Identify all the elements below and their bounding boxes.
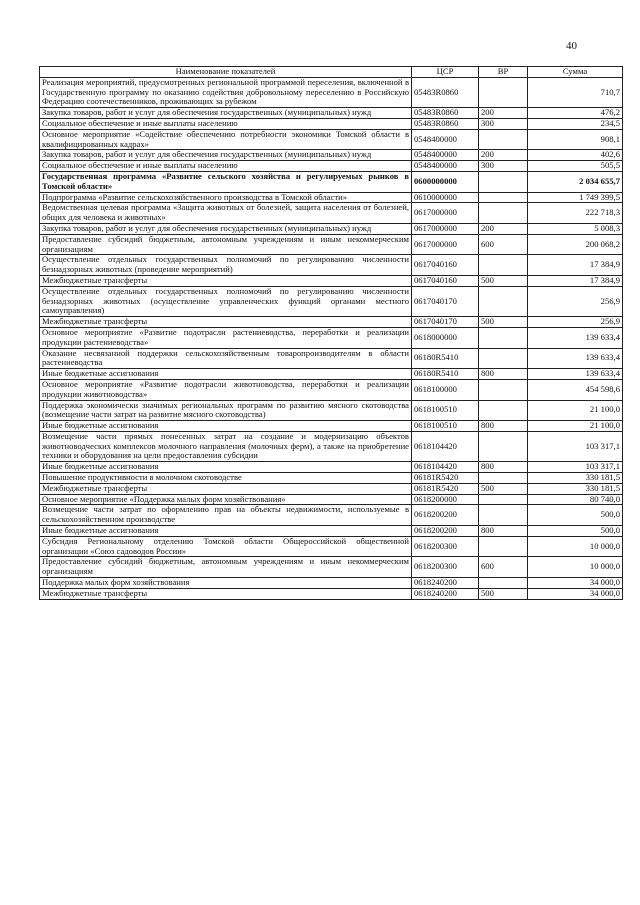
table-row <box>40 379 623 400</box>
row-vr-cell <box>479 171 528 192</box>
row-sum-cell: 330 181,5 <box>528 473 623 484</box>
row-sum-cell: 139 633,4 <box>528 369 623 380</box>
column-header-name: Наименование показателей <box>40 67 412 78</box>
row-sum-cell: 10 000,0 <box>528 557 623 578</box>
row-vr-cell <box>479 77 528 107</box>
row-name-cell: Основное мероприятие «Поддержка малых форм хозяйствования» <box>40 494 412 505</box>
table-row <box>40 421 623 432</box>
row-csr-cell: 0617000000 <box>412 223 479 234</box>
table-row <box>40 150 623 161</box>
column-header-sum: Сумма <box>528 67 623 78</box>
row-csr-cell: 0618104420 <box>412 462 479 473</box>
table-row <box>40 77 623 107</box>
row-vr-cell <box>479 286 528 316</box>
row-csr-cell: 0617040170 <box>412 317 479 328</box>
table-row <box>40 171 623 192</box>
column-header-csr: ЦСР <box>412 67 479 78</box>
row-name-cell: Субсидия Региональному отделению Томской области Общероссийской общественной организации «Союз садоводов России» <box>40 536 412 557</box>
row-vr-cell <box>479 431 528 461</box>
row-sum-cell: 402,6 <box>528 150 623 161</box>
table-row <box>40 203 623 224</box>
row-vr-cell <box>479 327 528 348</box>
row-sum-cell: 103 317,1 <box>528 431 623 461</box>
table-row <box>40 275 623 286</box>
table-row <box>40 588 623 599</box>
row-csr-cell: 06181R5420 <box>412 483 479 494</box>
row-vr-cell <box>479 129 528 150</box>
row-sum-cell: 454 598,6 <box>528 379 623 400</box>
row-sum-cell: 908,1 <box>528 129 623 150</box>
row-sum-cell: 710,7 <box>528 77 623 107</box>
row-csr-cell: 0617040160 <box>412 255 479 276</box>
budget-table <box>39 66 623 600</box>
row-sum-cell: 103 317,1 <box>528 462 623 473</box>
table-row <box>40 473 623 484</box>
row-sum-cell: 5 008,3 <box>528 223 623 234</box>
row-vr-cell <box>479 578 528 589</box>
row-vr-cell <box>479 494 528 505</box>
row-sum-cell: 200 068,2 <box>528 234 623 255</box>
table-row <box>40 431 623 461</box>
table-header-row <box>40 67 623 78</box>
table-row <box>40 129 623 150</box>
row-sum-cell: 139 633,4 <box>528 348 623 369</box>
row-sum-cell: 500,0 <box>528 505 623 526</box>
row-vr-cell: 300 <box>479 118 528 129</box>
row-vr-cell: 800 <box>479 526 528 537</box>
row-vr-cell: 500 <box>479 588 528 599</box>
row-sum-cell: 17 384,9 <box>528 275 623 286</box>
row-sum-cell: 256,9 <box>528 286 623 316</box>
row-csr-cell: 0618200300 <box>412 557 479 578</box>
table-row <box>40 505 623 526</box>
table-row <box>40 578 623 589</box>
row-name-cell: Возмещение части прямых понесенных затрат на создание и модернизацию объектов животноводческих комплексов молочного направления (молочных ферм), а также на приобретение техники и оборудования на цели предоставления субсидии <box>40 431 412 461</box>
column-header-vr: ВР <box>479 67 528 78</box>
row-vr-cell <box>479 473 528 484</box>
row-vr-cell <box>479 536 528 557</box>
row-csr-cell: 0618200000 <box>412 494 479 505</box>
row-csr-cell: 0618104420 <box>412 431 479 461</box>
row-csr-cell: 0618000000 <box>412 327 479 348</box>
row-name-cell: Осуществление отдельных государственных полномочий по регулированию численности безнадзорных животных (осуществление управленческих функций органами местного самоуправления) <box>40 286 412 316</box>
row-sum-cell: 139 633,4 <box>528 327 623 348</box>
row-name-cell: Межбюджетные трансферты <box>40 275 412 286</box>
row-csr-cell: 06180R5410 <box>412 369 479 380</box>
row-name-cell: Государственная программа «Развитие сельского хозяйства и регулируемых рынков в Томской области» <box>40 171 412 192</box>
row-name-cell: Межбюджетные трансферты <box>40 317 412 328</box>
table-row <box>40 536 623 557</box>
row-csr-cell: 0618240200 <box>412 588 479 599</box>
row-sum-cell: 476,2 <box>528 108 623 119</box>
row-sum-cell: 10 000,0 <box>528 536 623 557</box>
table-row <box>40 369 623 380</box>
table-row <box>40 234 623 255</box>
row-sum-cell: 222 718,3 <box>528 203 623 224</box>
row-csr-cell: 0600000000 <box>412 171 479 192</box>
row-vr-cell: 600 <box>479 234 528 255</box>
row-sum-cell: 2 034 655,7 <box>528 171 623 192</box>
row-name-cell: Межбюджетные трансферты <box>40 483 412 494</box>
row-csr-cell: 05483R0860 <box>412 118 479 129</box>
row-name-cell: Предоставление субсидий бюджетным, автономным учреждениям и иным некоммерческим организациям <box>40 234 412 255</box>
row-name-cell: Поддержка экономически значимых региональных программ по развитию мясного скотоводства (возмещение части затрат на развитие мясного скотоводства) <box>40 400 412 421</box>
table-row <box>40 286 623 316</box>
row-vr-cell <box>479 255 528 276</box>
row-vr-cell: 200 <box>479 108 528 119</box>
row-sum-cell: 80 740,0 <box>528 494 623 505</box>
row-name-cell: Ведомственная целевая программа «Защита животных от болезней, защита населения от болезней, общих для человека и животных» <box>40 203 412 224</box>
row-name-cell: Иные бюджетные ассигнования <box>40 526 412 537</box>
row-vr-cell: 600 <box>479 557 528 578</box>
row-vr-cell: 500 <box>479 275 528 286</box>
row-csr-cell: 05483R0860 <box>412 108 479 119</box>
row-csr-cell: 0618100510 <box>412 421 479 432</box>
row-vr-cell <box>479 505 528 526</box>
page-number: 40 <box>566 40 577 52</box>
row-vr-cell <box>479 400 528 421</box>
row-vr-cell: 500 <box>479 317 528 328</box>
row-csr-cell: 06180R5410 <box>412 348 479 369</box>
row-name-cell: Поддержка малых форм хозяйствования <box>40 578 412 589</box>
row-name-cell: Возмещение части затрат по оформлению прав на объекты недвижимости, используемые в сельскохозяйственном производстве <box>40 505 412 526</box>
table-row <box>40 118 623 129</box>
table-row <box>40 526 623 537</box>
row-csr-cell: 0618200300 <box>412 536 479 557</box>
table-row <box>40 557 623 578</box>
row-sum-cell: 21 100,0 <box>528 400 623 421</box>
row-vr-cell: 200 <box>479 223 528 234</box>
row-name-cell: Закупка товаров, работ и услуг для обеспечения государственных (муниципальных) нужд <box>40 223 412 234</box>
row-vr-cell: 800 <box>479 421 528 432</box>
row-name-cell: Социальное обеспечение и иные выплаты населению <box>40 118 412 129</box>
row-csr-cell: 0618200200 <box>412 526 479 537</box>
row-vr-cell: 800 <box>479 369 528 380</box>
row-name-cell: Закупка товаров, работ и услуг для обеспечения государственных (муниципальных) нужд <box>40 108 412 119</box>
table-row <box>40 108 623 119</box>
row-name-cell: Закупка товаров, работ и услуг для обеспечения государственных (муниципальных) нужд <box>40 150 412 161</box>
row-csr-cell: 0548400000 <box>412 150 479 161</box>
row-vr-cell: 200 <box>479 150 528 161</box>
row-name-cell: Повышение продуктивности в молочном скотоводстве <box>40 473 412 484</box>
row-csr-cell: 0548400000 <box>412 129 479 150</box>
row-name-cell: Иные бюджетные ассигнования <box>40 369 412 380</box>
table-row <box>40 161 623 172</box>
row-sum-cell: 500,0 <box>528 526 623 537</box>
row-vr-cell <box>479 203 528 224</box>
row-name-cell: Основное мероприятие «Развитие подотрасли растениеводства, переработки и реализации продукции растениеводства» <box>40 327 412 348</box>
row-name-cell: Социальное обеспечение и иные выплаты населению <box>40 161 412 172</box>
row-csr-cell: 0617000000 <box>412 203 479 224</box>
row-name-cell: Иные бюджетные ассигнования <box>40 462 412 473</box>
row-name-cell: Предоставление субсидий бюджетным, автономным учреждениям и иным некоммерческим организациям <box>40 557 412 578</box>
row-vr-cell <box>479 379 528 400</box>
row-csr-cell: 05483R0860 <box>412 77 479 107</box>
row-csr-cell: 06181R5420 <box>412 473 479 484</box>
row-vr-cell <box>479 192 528 203</box>
table-row <box>40 462 623 473</box>
row-vr-cell: 500 <box>479 483 528 494</box>
row-sum-cell: 34 000,0 <box>528 578 623 589</box>
row-sum-cell: 1 749 399,5 <box>528 192 623 203</box>
row-sum-cell: 21 100,0 <box>528 421 623 432</box>
row-name-cell: Реализация мероприятий, предусмотренных региональной программой переселения, включенной в Государственную программу по оказанию содействия добровольному переселению в Российскую Федерацию соотечественников, проживающих за рубежом <box>40 77 412 107</box>
row-csr-cell: 0610000000 <box>412 192 479 203</box>
row-name-cell: Основное мероприятие «Развитие подотрасли животноводства, переработки и реализации продукции животноводства» <box>40 379 412 400</box>
row-name-cell: Межбюджетные трансферты <box>40 588 412 599</box>
row-csr-cell: 0617000000 <box>412 234 479 255</box>
row-name-cell: Основное мероприятие «Содействие обеспечению потребности экономики Томской области в квалифицированных кадрах» <box>40 129 412 150</box>
row-vr-cell: 800 <box>479 462 528 473</box>
row-sum-cell: 234,5 <box>528 118 623 129</box>
row-csr-cell: 0618200200 <box>412 505 479 526</box>
row-name-cell: Осуществление отдельных государственных полномочий по регулированию численности безнадзорных животных (проведение мероприятий) <box>40 255 412 276</box>
row-csr-cell: 0617040160 <box>412 275 479 286</box>
row-name-cell: Оказание несвязанной поддержки сельскохозяйственным товаропроизводителям в области растениеводства <box>40 348 412 369</box>
table-row <box>40 494 623 505</box>
table-row <box>40 348 623 369</box>
row-sum-cell: 256,9 <box>528 317 623 328</box>
row-sum-cell: 330 181,5 <box>528 483 623 494</box>
table-row <box>40 327 623 348</box>
table-row <box>40 255 623 276</box>
row-sum-cell: 34 000,0 <box>528 588 623 599</box>
row-csr-cell: 0617040170 <box>412 286 479 316</box>
table-row <box>40 223 623 234</box>
row-csr-cell: 0618240200 <box>412 578 479 589</box>
row-name-cell: Иные бюджетные ассигнования <box>40 421 412 432</box>
row-name-cell: Подпрограмма «Развитие сельскохозяйственного производства в Томской области» <box>40 192 412 203</box>
row-csr-cell: 0618100510 <box>412 400 479 421</box>
row-csr-cell: 0618100000 <box>412 379 479 400</box>
table-row <box>40 317 623 328</box>
table-row <box>40 400 623 421</box>
table-row <box>40 483 623 494</box>
row-csr-cell: 0548400000 <box>412 161 479 172</box>
row-sum-cell: 505,5 <box>528 161 623 172</box>
row-sum-cell: 17 384,9 <box>528 255 623 276</box>
row-vr-cell: 300 <box>479 161 528 172</box>
table-row <box>40 192 623 203</box>
table-body <box>40 77 623 599</box>
row-vr-cell <box>479 348 528 369</box>
